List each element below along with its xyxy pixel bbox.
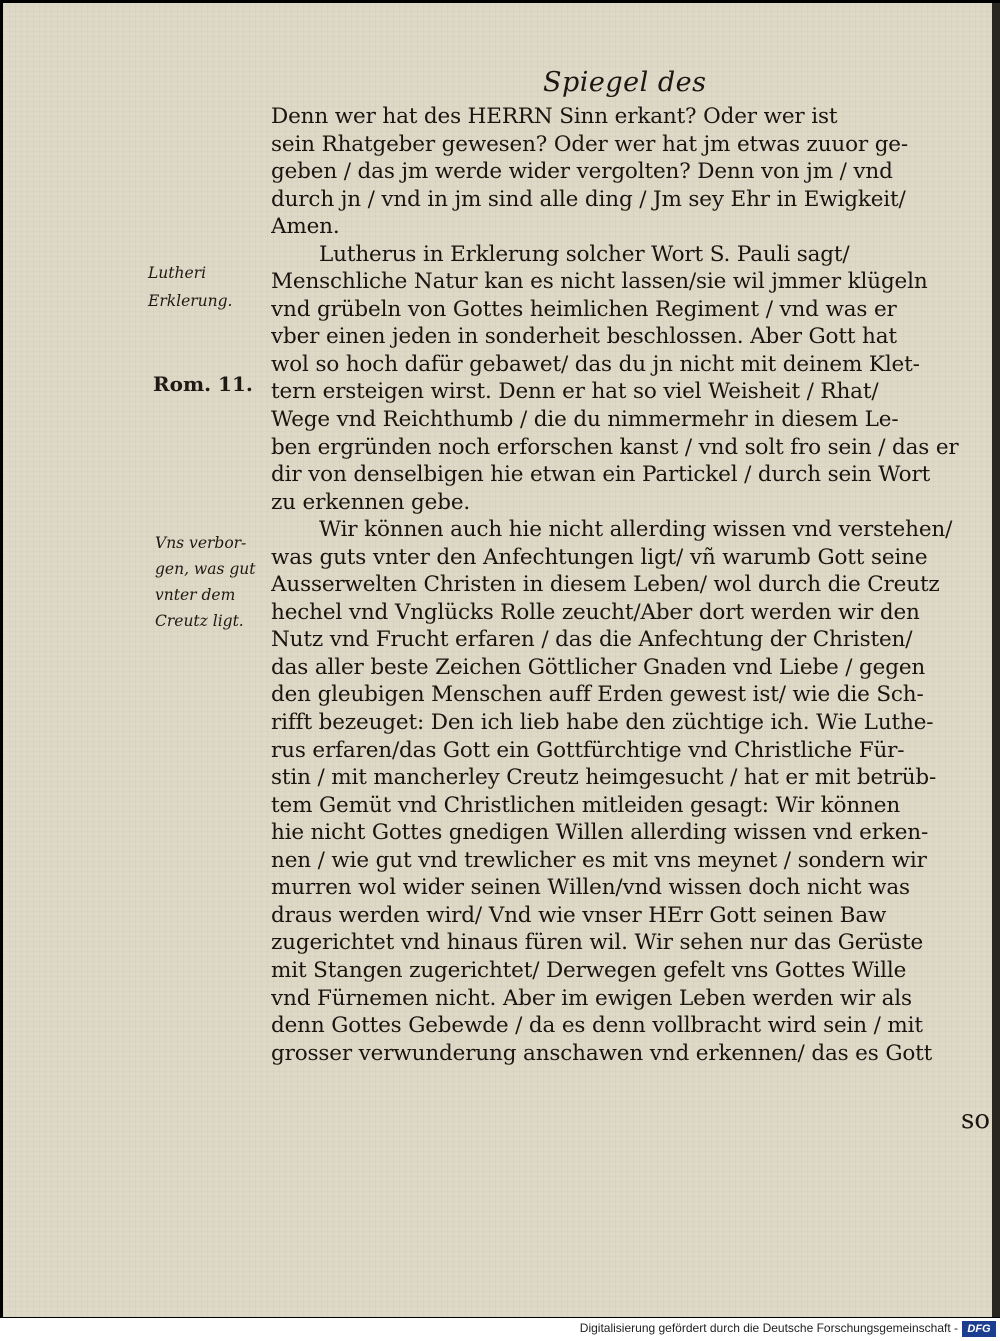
text-line: hechel vnd Vnglücks Rolle zeucht/Aber dort werden wir den (271, 599, 920, 625)
text-line: geben / das jm werde wider vergolten? Denn von jm / vnd (271, 159, 893, 185)
text-line: Lutherus in Erklerung solcher Wort S. Pauli sagt/ (319, 241, 850, 267)
text-line: tem Gemüt vnd Christlichen mitleiden gesagt: Wir können (271, 792, 901, 818)
text-line: ben ergründen noch erforschen kanst / vnd solt fro sein / das er (271, 434, 959, 460)
text-line: durch jn / vnd in jm sind alle ding / Jm sey Ehr in Ewigkeit/ (271, 186, 906, 212)
text-line: Denn wer hat des HERRN Sinn erkant? Oder wer ist (271, 104, 838, 129)
marginal-note-lutheri: Lutheri (148, 264, 207, 282)
text-line: den gleubigen Menschen auff Erden gewest ist/ wie die Sch- (271, 682, 924, 708)
text-line: grosser verwunderung anschawen vnd erkennen/ das es Gott (271, 1040, 933, 1066)
scanned-page (3, 3, 992, 1317)
text-line: rifft bezeuget: Den ich lieb habe den züchtige ich. Wie Luthe- (271, 710, 934, 736)
text-line: dir von denselbigen hie etwan ein Partickel / durch sein Wort (271, 462, 931, 488)
text-line: zu erkennen gebe. (271, 489, 471, 515)
text-line: vber einen jeden in sonderheit beschlossen. Aber Gott hat (271, 324, 897, 350)
text-line: draus werden wird/ Vnd wie vnser HErr Gott seinen Baw (271, 902, 887, 928)
marginal-note-verborgen: Creutz ligt. (155, 612, 244, 630)
text-line: Nutz vnd Frucht erfaren / das die Anfechtung der Christen/ (271, 627, 913, 653)
catchword: so (961, 1105, 990, 1135)
footer-bar (0, 1318, 1000, 1341)
text-line: vnd Fürnemen nicht. Aber im ewigen Leben werden wir als (271, 985, 912, 1011)
marginal-note-verborgen: vnter dem (155, 586, 236, 604)
marginal-note-verborgen: Vns verbor- (155, 534, 247, 552)
text-line: das aller beste Zeichen Göttlicher Gnaden vnd Liebe / gegen (271, 654, 926, 680)
text-line: zugerichtet vnd hinaus füren wil. Wir sehen nur das Gerüste (271, 930, 924, 956)
text-line: was guts vnter den Anfechtungen ligt/ vñ warumb Gott seine (271, 544, 928, 570)
text-line: stin / mit mancherley Creutz heimgesucht / hat er mit betrüb- (271, 765, 937, 791)
text-line: Amen. (271, 214, 340, 240)
marginal-note-verborgen: gen, was gut (155, 560, 256, 578)
text-line: murren wol wider seinen Willen/vnd wissen doch nicht was (271, 875, 910, 901)
text-line: sein Rhatgeber gewesen? Oder wer hat jm etwas zuuor ge- (271, 131, 908, 157)
text-line: Ausserwelten Christen in diesem Leben/ wol durch die Creutz (271, 572, 940, 598)
text-line: mit Stangen zugerichtet/ Derwegen gefelt vns Gottes Wille (271, 957, 907, 983)
text-line: rus erfaren/das Gott ein Gottfürchtige vnd Christliche Für- (271, 737, 905, 763)
text-line: nen / wie gut vnd trewlicher es mit vns meynet / sondern wir (271, 847, 927, 873)
text-line: Wir können auch hie nicht allerding wissen vnd verstehen/ (319, 517, 953, 543)
page-edge (992, 3, 1000, 1317)
funding-notice: Digitalisierung gefördert durch die Deutsche Forschungsgemeinschaft - (579, 1321, 958, 1335)
text-line: Wege vnd Reichthumb / die du nimmermehr in diesem Le- (271, 407, 899, 433)
text-line: hie nicht Gottes gnedigen Willen allerding wissen vnd erken- (271, 820, 929, 846)
text-line: tern ersteigen wirst. Denn er hat so viel Weisheit / Rhat/ (271, 379, 879, 405)
dfg-logo-icon: DFG (962, 1321, 996, 1337)
marginal-note-erklerung: Erklerung. (148, 292, 233, 310)
marginal-note-rom: Rom. 11. (153, 372, 253, 396)
text-line: denn Gottes Gebewde / da es denn vollbracht wird sein / mit (271, 1013, 923, 1039)
text-line: vnd grübeln von Gottes heimlichen Regiment / vnd was er (271, 296, 897, 322)
text-line: wol so hoch dafür gebawet/ das du jn nicht mit deinem Klet- (271, 351, 920, 377)
text-line: Menschliche Natur kan es nicht lassen/sie wil jmmer klügeln (271, 269, 928, 295)
body-text (271, 103, 996, 1067)
running-title: Spiegel des (543, 67, 707, 98)
